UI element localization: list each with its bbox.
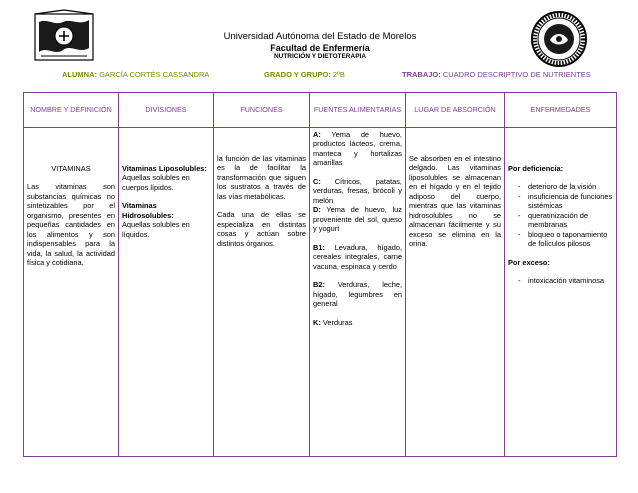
- student-info: [62, 70, 209, 79]
- funciones-p2: Cada una de ellas se especializa en distintas cosas y actúan sobre distintos órganos.: [217, 210, 306, 248]
- fuente-item: [313, 177, 402, 205]
- nutrients-table: [23, 92, 617, 457]
- header-funciones: FUNCIONES: [214, 93, 310, 128]
- deficiencia-list: [508, 182, 613, 248]
- division-hidro-title: Vitaminas Hidrosolubles:: [122, 201, 174, 220]
- funciones-p1: la función de las vitaminas es la de facilitar la transformación que siguen los sustratos a través de las vías metabólicas.: [217, 154, 306, 201]
- fuente-text: Yema de huevo, luz proveniente del sol, queso y yogurt: [313, 205, 402, 234]
- list-item: - deterioro de la visión: [520, 182, 613, 191]
- fuente-text: Verduras: [320, 317, 353, 327]
- fuente-label: C:: [313, 176, 321, 186]
- nutrient-definition: Las vitaminas son substancias químicas no sintetizables por el organismo, presentes en pequeñas cantidades en los alimentos y son indispensables para la vida, la salud, la actividad física y cotidiana.: [27, 182, 115, 268]
- fuente-label: K:: [313, 317, 321, 327]
- header-divisiones: DIVISIONES: [119, 93, 214, 128]
- fuente-text: Levadura, hígado, cereales integrales, carne vacuna, espinaca y cerdo: [313, 242, 402, 271]
- fuente-item: [313, 318, 402, 327]
- cell-funciones: [214, 128, 310, 457]
- cell-nombre: [24, 128, 119, 457]
- deficiencia-title: Por deficiencia:: [508, 164, 564, 173]
- faculty-name: Facultad de Enfermería: [270, 42, 370, 53]
- division-lipo-title: Vitaminas Liposolubles:: [122, 164, 207, 173]
- faculty-logo: [33, 8, 95, 66]
- header-absorcion: LUGAR DE ABSORCIÓN: [406, 93, 505, 128]
- fuente-label: A:: [313, 130, 321, 139]
- table-header-row: [24, 93, 617, 128]
- cell-divisiones: [119, 128, 214, 457]
- group-info: [264, 70, 345, 79]
- list-item: - intoxicación vitaminosa: [520, 276, 613, 285]
- university-name: Universidad Autónoma del Estado de Morelos: [223, 31, 417, 42]
- student-value: GARCÍA CORTÉS CASSANDRA: [99, 70, 210, 79]
- cell-fuentes: [310, 128, 406, 457]
- exceso-list: [508, 276, 613, 285]
- student-label: ALUMNA:: [62, 70, 97, 79]
- exceso-title: Por exceso:: [508, 257, 550, 267]
- fuente-label: B2:: [313, 280, 325, 290]
- cell-absorcion: [406, 128, 505, 457]
- fuente-text: Verduras, leche, hígado, legumbres en general: [313, 280, 402, 309]
- fuente-item: [313, 280, 402, 308]
- division-lipo-text: Aquellas solubles en cuerpos lípidos.: [122, 173, 190, 192]
- nutrient-title: VITAMINAS: [51, 164, 91, 173]
- work-label: TRABAJO:: [402, 70, 441, 79]
- division-hidro-text: Aquellas solubles en líquidos.: [122, 220, 190, 239]
- fuente-text: Cítricos, patatas, verduras, fresas, brócoli y melón: [313, 176, 402, 205]
- fuente-label: D:: [313, 205, 321, 215]
- list-item: - insuficiencia de funciones sistémicas: [520, 192, 613, 211]
- list-item: - bloqueo o taponamiento de folículos pilosos: [520, 230, 613, 249]
- subject-name: NUTRICIÓN Y DIETOTERAPIA: [273, 53, 367, 61]
- header-nombre: NOMBRE Y DEFINICIÓN: [24, 93, 119, 128]
- fuente-text: Yema de huevo, productos lácteos, crema, manteca y hortalizas amarillas: [313, 130, 402, 168]
- list-item: - queratinización de membranas: [520, 211, 613, 230]
- fuente-item: [313, 205, 402, 233]
- table-row: [24, 128, 617, 457]
- header-fuentes: FUENTES ALIMENTARIAS: [310, 93, 406, 128]
- work-info: [402, 70, 591, 79]
- fuente-item: [313, 243, 402, 271]
- university-seal: [530, 10, 588, 68]
- absorcion-text: Se absorben en el intestino delgado. Las vitaminas liposolubles se almacenan en el hígado y en el tejido adiposo del cuerpo, mientras que las vitaminas hidrosolubles no se almacenan fácilmente y su exceso se elimina en la orina.: [409, 154, 501, 249]
- work-value: CUADRO DESCRIPTIVO DE NUTRIENTES: [442, 70, 591, 79]
- group-label: GRADO Y GRUPO:: [264, 70, 331, 79]
- fuente-item: [313, 130, 402, 168]
- document-header: [150, 32, 490, 61]
- fuente-label: B1:: [313, 242, 325, 252]
- header-enfermedades: ENFERMEDADES: [505, 93, 617, 128]
- group-value: 2ºB: [332, 70, 345, 79]
- cell-enfermedades: [505, 128, 617, 457]
